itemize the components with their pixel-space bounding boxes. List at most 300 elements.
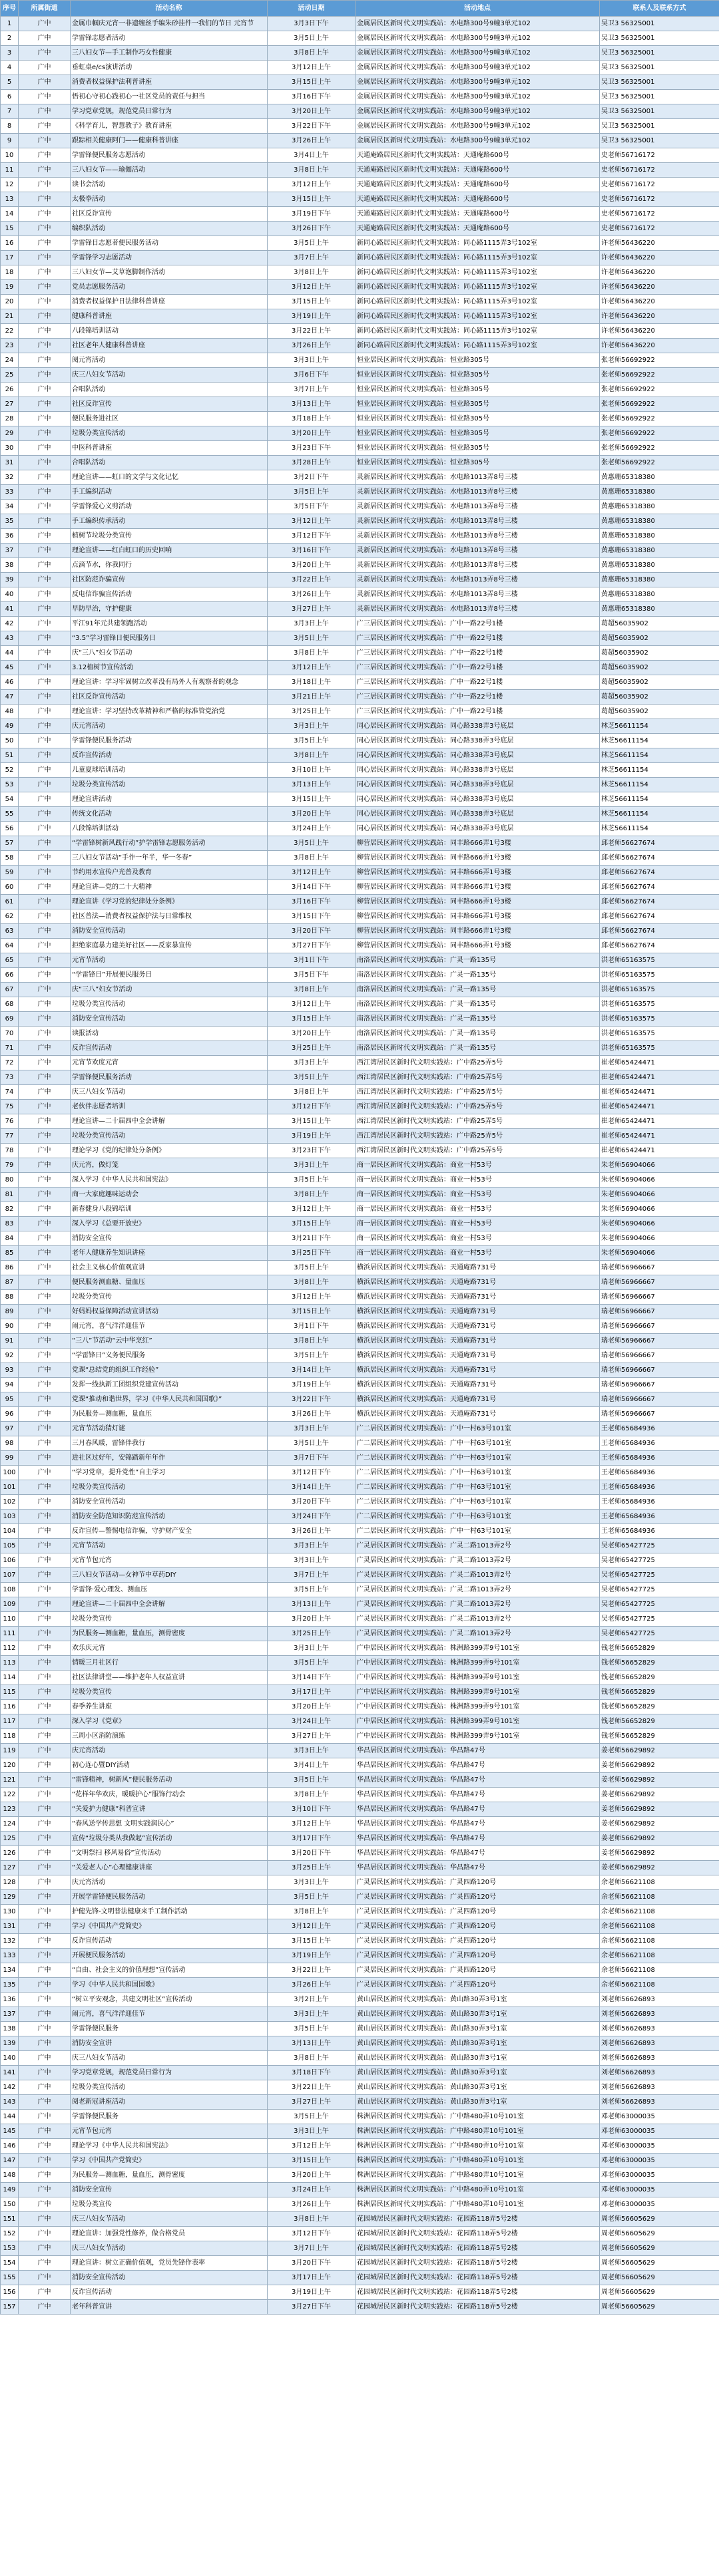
cell-contact: 林芝56611154 [600,778,719,792]
cell-street: 广中 [19,1144,71,1158]
cell-activity-location: 天通庵路居民区新时代文明实践站：天通庵路600号 [356,207,600,222]
table-row [1,1671,719,1685]
cell-index: 93 [1,1363,19,1378]
cell-index: 25 [1,368,19,383]
cell-street: 广中 [19,514,71,529]
cell-index: 7 [1,104,19,119]
cell-activity-name: 传统文化活动 [71,807,268,822]
table-row [1,1597,719,1612]
cell-index: 96 [1,1407,19,1422]
cell-index: 40 [1,587,19,602]
cell-index: 141 [1,2066,19,2080]
cell-street: 广中 [19,1583,71,1597]
cell-activity-name: 编织队活动 [71,222,268,236]
table-row [1,924,719,939]
cell-contact: 洪老师65163575 [600,968,719,983]
cell-contact: 余老师56621108 [600,1949,719,1963]
cell-activity-name: “雷锋精神，树新风”便民服务活动 [71,1773,268,1788]
cell-activity-location: 金属居民区新时代文明实践站：水电路300号9幢3单元102 [356,46,600,61]
table-row [1,2154,719,2168]
cell-activity-date: 3月15日上午 [268,1217,356,1231]
cell-street: 广中 [19,485,71,500]
cell-activity-name: 春季养生讲座 [71,1700,268,1714]
cell-activity-name: 三八妇女节——瑜伽活动 [71,163,268,178]
table-row [1,90,719,104]
cell-index: 137 [1,2007,19,2022]
cell-activity-date: 3月5日上午 [268,734,356,748]
table-row [1,983,719,997]
cell-activity-location: 恒业居民区新时代文明实践站：恒业路305号 [356,383,600,397]
cell-activity-date: 3月26日上午 [268,587,356,602]
cell-contact: 吴老师65427725 [600,1597,719,1612]
table-row [1,192,719,207]
cell-activity-name: 健康科普讲座 [71,309,268,324]
cell-index: 77 [1,1129,19,1144]
cell-activity-date: 3月28日上午 [268,456,356,470]
cell-activity-date: 3月8日上午 [268,1085,356,1100]
cell-activity-location: 广中居民区新时代文明实践站：株洲路399弄9号101室 [356,1641,600,1656]
table-row [1,397,719,412]
cell-activity-name: “树立平安观念，共建文明社区”宣传活动 [71,1993,268,2007]
cell-activity-date: 3月27日下午 [268,939,356,953]
cell-activity-date: 3月12日下午 [268,1466,356,1480]
cell-activity-date: 3月20日上午 [268,426,356,441]
cell-activity-name: 老年科普宣讲 [71,2300,268,2315]
cell-contact: 吴老师65427725 [600,1583,719,1597]
cell-activity-name: 垃圾分类宣传 [71,1612,268,1627]
cell-activity-date: 3月3日上午 [268,1056,356,1070]
cell-contact: 周老师56605629 [600,2241,719,2256]
cell-index: 16 [1,236,19,251]
cell-contact: 钱老师56652829 [600,1685,719,1700]
cell-index: 98 [1,1436,19,1451]
cell-contact: 吴老师65427725 [600,1553,719,1568]
cell-street: 广中 [19,1451,71,1466]
cell-activity-location: 花园城居民区新时代文明实践站：花园路118弄5号2楼 [356,2271,600,2285]
cell-contact: 许老师56436220 [600,236,719,251]
cell-activity-date: 3月5日下午 [268,500,356,514]
cell-activity-date: 3月3日上午 [268,1641,356,1656]
cell-activity-date: 3月8日上午 [268,748,356,763]
cell-activity-date: 3月26日下午 [268,222,356,236]
table-row [1,851,719,866]
cell-activity-location: 天通庵路居民区新时代文明实践站：天通庵路600号 [356,148,600,163]
cell-activity-name: 合唱队活动 [71,456,268,470]
cell-activity-name: 庆元宵活动 [71,719,268,734]
cell-contact: 邱老师56627674 [600,866,719,880]
cell-activity-name: 深入学习《中华人民共和国宪法》 [71,1173,268,1188]
cell-activity-location: 恒业居民区新时代文明实践站：恒业路305号 [356,456,600,470]
table-row [1,1144,719,1158]
cell-activity-name: 三月春风暖，雷锋伴我行 [71,1436,268,1451]
cell-street: 广中 [19,163,71,178]
cell-activity-location: 灵新居民区新时代文明实践站：水电路1013弄8号三楼 [356,602,600,617]
cell-activity-location: 广灵居民区新时代文明实践站：广灵二路1013弄2号 [356,1583,600,1597]
cell-index: 63 [1,924,19,939]
cell-street: 广中 [19,1495,71,1510]
cell-activity-date: 3月25日上午 [268,1041,356,1056]
cell-activity-location: 灵新居民区新时代文明实践站：水电路1013弄8号三楼 [356,485,600,500]
cell-index: 55 [1,807,19,822]
cell-activity-name: 垃圾分类宣传 [71,1290,268,1305]
cell-street: 广中 [19,1114,71,1129]
cell-index: 49 [1,719,19,734]
cell-activity-date: 3月5日上午 [268,31,356,46]
table-row [1,1363,719,1378]
cell-activity-date: 3月12日上午 [268,514,356,529]
cell-activity-location: 南洛居民区新时代文明实践站：广灵一路135号 [356,953,600,968]
cell-activity-location: 天通庵路居民区新时代文明实践站：天通庵路600号 [356,192,600,207]
cell-contact: 钱老师56652829 [600,1656,719,1671]
cell-street: 广中 [19,2256,71,2271]
cell-activity-name: 3.12植树节宣传活动 [71,661,268,675]
cell-street: 广中 [19,2197,71,2212]
cell-activity-location: 西江湾居民区新时代文明实践站：广中路25弄5号 [356,1056,600,1070]
cell-index: 132 [1,1934,19,1949]
cell-street: 广中 [19,1890,71,1905]
cell-activity-date: 3月13日上午 [268,778,356,792]
cell-activity-location: 南洛居民区新时代文明实践站：广灵一路135号 [356,1027,600,1041]
cell-activity-name: 读报活动 [71,1027,268,1041]
table-row [1,222,719,236]
cell-activity-date: 3月18日下午 [268,2066,356,2080]
cell-activity-date: 3月5日上午 [268,1583,356,1597]
cell-activity-date: 3月3日上午 [268,1539,356,1553]
cell-activity-name: 理论宣讲—党的二十大精神 [71,880,268,895]
cell-index: 101 [1,1480,19,1495]
cell-activity-name: 深入学习《总要开放史》 [71,1217,268,1231]
cell-activity-name: 老年人健康养生知识讲座 [71,1246,268,1261]
cell-contact: 邱老师56627674 [600,895,719,909]
cell-index: 60 [1,880,19,895]
cell-index: 36 [1,529,19,544]
cell-activity-date: 3月5日上午 [268,1261,356,1275]
cell-contact: 林芝56611154 [600,807,719,822]
cell-index: 123 [1,1802,19,1817]
cell-index: 5 [1,75,19,90]
cell-contact: 瑞老师56966667 [600,1319,719,1334]
cell-contact: 林芝56611154 [600,734,719,748]
table-row [1,2227,719,2241]
cell-index: 87 [1,1275,19,1290]
cell-activity-name: 社区反诈宣传活动 [71,690,268,705]
cell-index: 80 [1,1173,19,1188]
cell-activity-name: 合唱队活动 [71,383,268,397]
cell-street: 广中 [19,2183,71,2197]
cell-index: 29 [1,426,19,441]
cell-contact: 史老师56716172 [600,222,719,236]
cell-index: 153 [1,2241,19,2256]
cell-contact: 刘老师56626893 [600,2095,719,2110]
cell-activity-location: 柳营居民区新时代文明实践站：同丰路666弄1号3楼 [356,880,600,895]
cell-street: 广中 [19,953,71,968]
cell-activity-date: 3月8日上午 [268,1905,356,1919]
cell-activity-name: 金属巾帼庆元宵一非遗缠丝手编朱砂挂件一我们的节日 元宵节 [71,17,268,31]
cell-activity-name: 理论宣讲——虹口的文学与文化记忆 [71,470,268,485]
cell-activity-location: 灵新居民区新时代文明实践站：水电路1013弄8号三楼 [356,529,600,544]
cell-activity-name: 消防安全宣传活动 [71,1495,268,1510]
cell-activity-date: 3月22日下午 [268,1392,356,1407]
cell-contact: 余老师56621108 [600,1919,719,1934]
cell-activity-name: 护健先锋-文明普法健康来手工制作活动 [71,1905,268,1919]
table-row [1,602,719,617]
cell-activity-date: 3月26日上午 [268,134,356,148]
cell-activity-name: “文明祭扫 移风易俗”宣传活动 [71,1846,268,1861]
cell-activity-location: 广三居民区新时代文明实践站：广中一路22号1楼 [356,705,600,719]
cell-activity-date: 3月7日上午 [268,2241,356,2256]
cell-activity-date: 3月12日上午 [268,280,356,295]
table-row [1,1524,719,1539]
cell-activity-location: 广灵居民区新时代文明实践站：广灵二路1013弄2号 [356,1568,600,1583]
cell-activity-name: 庆三八妇女节活动 [71,1085,268,1100]
cell-contact: 王老师65684936 [600,1480,719,1495]
cell-street: 广中 [19,1875,71,1890]
table-row [1,383,719,397]
cell-activity-date: 3月3日上午 [268,1422,356,1436]
cell-street: 广中 [19,426,71,441]
cell-index: 39 [1,573,19,587]
cell-street: 广中 [19,1085,71,1100]
cell-activity-date: 3月20日上午 [268,104,356,119]
cell-index: 154 [1,2256,19,2271]
cell-street: 广中 [19,46,71,61]
table-row [1,412,719,426]
cell-activity-name: 学习《中国共产党简史》 [71,2154,268,2168]
table-row [1,1832,719,1846]
cell-contact: 崔老师65424471 [600,1100,719,1114]
table-row [1,119,719,134]
cell-activity-location: 同心居民区新时代文明实践站：同心路338弄3号底层 [356,792,600,807]
cell-street: 广中 [19,1056,71,1070]
cell-contact: 邓老师63000035 [600,2139,719,2154]
cell-activity-location: 横浜居民区新时代文明实践站：天通庵路731号 [356,1319,600,1334]
cell-activity-name: 理论宣讲《学习党的纪律处分条例》 [71,895,268,909]
table-row [1,1963,719,1978]
cell-activity-location: 西江湾居民区新时代文明实践站：广中路25弄5号 [356,1129,600,1144]
cell-activity-name: 老伙伴志愿者培训 [71,1100,268,1114]
cell-index: 72 [1,1056,19,1070]
cell-index: 155 [1,2271,19,2285]
table-row [1,1407,719,1422]
cell-activity-location: 广灵居民区新时代文明实践站：广灵四路120号 [356,1919,600,1934]
cell-activity-name: 学习《中国共产党简史》 [71,1919,268,1934]
cell-street: 广中 [19,1202,71,1217]
cell-street: 广中 [19,2271,71,2285]
cell-activity-location: 株洲居民区新时代文明实践站：广中路480弄10号101室 [356,2124,600,2139]
table-row [1,1802,719,1817]
table-row [1,1480,719,1495]
cell-activity-name: 社区法律讲堂——维护老年人权益宣讲 [71,1671,268,1685]
cell-activity-location: 广中居民区新时代文明实践站：株洲路399弄9号101室 [356,1729,600,1744]
cell-contact: 邓老师63000035 [600,2183,719,2197]
cell-contact: 钱老师56652829 [600,1729,719,1744]
cell-street: 广中 [19,1671,71,1685]
cell-activity-name: 反诈宣传活动 [71,2285,268,2300]
cell-activity-name: 学雷锋便民服务活动 [71,1070,268,1085]
cell-street: 广中 [19,1231,71,1246]
cell-street: 广中 [19,2154,71,2168]
cell-index: 106 [1,1553,19,1568]
cell-activity-location: 灵新居民区新时代文明实践站：水电路1013弄8号三楼 [356,573,600,587]
table-row [1,646,719,661]
cell-activity-location: 广二居民区新时代文明实践站：广中一村63号101室 [356,1451,600,1466]
cell-index: 100 [1,1466,19,1480]
cell-index: 23 [1,339,19,353]
cell-activity-location: 横浜居民区新时代文明实践站：天通庵路731号 [356,1305,600,1319]
cell-contact: 邓老师63000035 [600,2124,719,2139]
cell-contact: 邱老师56627674 [600,836,719,851]
cell-activity-name: 阅元宵活动 [71,353,268,368]
cell-activity-date: 3月12日上午 [268,1817,356,1832]
cell-activity-name: 学雷锋便民服务志愿活动 [71,148,268,163]
cell-contact: 崔老师65424471 [600,1129,719,1144]
cell-activity-name: 消费者权益保护法利普讲座 [71,75,268,90]
cell-activity-date: 3月15日上午 [268,1934,356,1949]
cell-contact: 朱老师56904066 [600,1246,719,1261]
cell-street: 广中 [19,309,71,324]
cell-activity-date: 3月20日下午 [268,2256,356,2271]
cell-activity-location: 广二居民区新时代文明实践站：广中一村63号101室 [356,1495,600,1510]
cell-street: 广中 [19,265,71,280]
cell-activity-date: 3月25日上午 [268,705,356,719]
table-row [1,2110,719,2124]
table-row [1,763,719,778]
cell-street: 广中 [19,2051,71,2066]
cell-street: 广中 [19,1905,71,1919]
cell-index: 157 [1,2300,19,2315]
cell-activity-location: 广灵居民区新时代文明实践站：广灵四路120号 [356,1978,600,1993]
cell-contact: 许老师56436220 [600,339,719,353]
cell-contact: 瑞老师56966667 [600,1275,719,1290]
cell-contact: 葛超56035902 [600,705,719,719]
cell-activity-location: 华昌居民区新时代文明实践站：华昌路47号 [356,1861,600,1875]
table-row [1,134,719,148]
cell-street: 广中 [19,2110,71,2124]
cell-activity-location: 黄山居民区新时代文明实践站：黄山路30弄3号1室 [356,2036,600,2051]
cell-contact: 吴卫3 56325001 [600,17,719,31]
cell-activity-location: 商一居民区新时代文明实践站：商业一村53号 [356,1217,600,1231]
table-row [1,1905,719,1919]
cell-activity-date: 3月12日下午 [268,529,356,544]
cell-contact: 林芝56611154 [600,822,719,836]
cell-activity-name: 垃圾分类宣传活动 [71,2080,268,2095]
cell-street: 广中 [19,207,71,222]
table-row [1,251,719,265]
cell-activity-date: 3月24日上午 [268,1714,356,1729]
cell-activity-name: 闹元宵，喜气洋洋迎佳节 [71,2007,268,2022]
cell-activity-date: 3月20日上午 [268,1027,356,1041]
cell-activity-name: 宣传“垃圾分类从我做起”宣传活动 [71,1832,268,1846]
cell-activity-name: 便民服务测血糖、量血压 [71,1275,268,1290]
cell-activity-location: 华昌居民区新时代文明实践站：华昌路47号 [356,1744,600,1758]
cell-activity-name: 中医科普讲座 [71,441,268,456]
cell-activity-name: 学习党章党规，规范党员日常行为 [71,2066,268,2080]
cell-contact: 余老师56621108 [600,1978,719,1993]
cell-activity-name: 学雷锋日志愿者便民服务活动 [71,236,268,251]
table-row [1,631,719,646]
cell-contact: 张老师56692922 [600,368,719,383]
cell-street: 广中 [19,1714,71,1729]
cell-street: 广中 [19,31,71,46]
cell-contact: 葛超56035902 [600,675,719,690]
cell-activity-date: 3月5日上午 [268,1773,356,1788]
table-row [1,1231,719,1246]
cell-activity-name: 太极拳活动 [71,192,268,207]
cell-activity-name: 党员志愿服务活动 [71,280,268,295]
cell-street: 广中 [19,1012,71,1027]
cell-index: 19 [1,280,19,295]
cell-street: 广中 [19,631,71,646]
cell-street: 广中 [19,778,71,792]
cell-contact: 朱老师56904066 [600,1173,719,1188]
cell-street: 广中 [19,1217,71,1231]
cell-activity-date: 3月10日下午 [268,1802,356,1817]
cell-index: 121 [1,1773,19,1788]
cell-contact: 张老师56692922 [600,353,719,368]
cell-street: 广中 [19,1934,71,1949]
cell-activity-location: 株洲居民区新时代文明实践站：广中路480弄10号101室 [356,2183,600,2197]
cell-contact: 朱老师56904066 [600,1217,719,1231]
cell-activity-location: 横浜居民区新时代文明实践站：天通庵路731号 [356,1261,600,1275]
table-row [1,895,719,909]
cell-contact: 姜老师56629892 [600,1788,719,1802]
table-row [1,1217,719,1231]
header-activity-location: 活动地点 [356,1,600,17]
cell-contact: 邓老师63000035 [600,2110,719,2124]
cell-contact: 黄惠珊65318380 [600,485,719,500]
cell-activity-location: 广灵居民区新时代文明实践站：广灵二路1013弄2号 [356,1553,600,1568]
table-row [1,1012,719,1027]
cell-activity-date: 3月15日上午 [268,1114,356,1129]
cell-street: 广中 [19,295,71,309]
cell-activity-location: 柳营居民区新时代文明实践站：同丰路666弄1号3楼 [356,939,600,953]
table-row [1,46,719,61]
cell-activity-date: 3月4日上午 [268,148,356,163]
cell-index: 146 [1,2139,19,2154]
cell-street: 广中 [19,1334,71,1349]
cell-index: 126 [1,1846,19,1861]
cell-activity-date: 3月19日上午 [268,309,356,324]
cell-activity-date: 3月19日上午 [268,2285,356,2300]
cell-activity-location: 同心居民区新时代文明实践站：同心路338弄3号底层 [356,763,600,778]
cell-activity-location: 天通庵路居民区新时代文明实践站：天通庵路600号 [356,222,600,236]
cell-street: 广中 [19,1627,71,1641]
cell-activity-name: 《科学育儿，智慧教子》教育讲座 [71,119,268,134]
table-row [1,2256,719,2271]
cell-activity-date: 3月10日上午 [268,763,356,778]
cell-street: 广中 [19,866,71,880]
cell-index: 78 [1,1144,19,1158]
cell-contact: 洪老师65163575 [600,1027,719,1041]
table-row [1,1539,719,1553]
cell-index: 150 [1,2197,19,2212]
cell-contact: 崔老师65424471 [600,1144,719,1158]
cell-activity-location: 横浜居民区新时代文明实践站：天通庵路731号 [356,1349,600,1363]
cell-street: 广中 [19,2095,71,2110]
cell-contact: 姜老师56629892 [600,1817,719,1832]
cell-contact: 吴卫3 56325001 [600,46,719,61]
table-row [1,2051,719,2066]
cell-activity-name: 进社区过好年，安锦踏新年年作 [71,1451,268,1466]
cell-street: 广中 [19,763,71,778]
cell-contact: 崔老师65424471 [600,1114,719,1129]
cell-activity-name: 悟初心守初心践初心一社区党员的责任与担当 [71,90,268,104]
cell-activity-location: 广灵居民区新时代文明实践站：广灵四路120号 [356,1890,600,1905]
cell-contact: 林芝56611154 [600,763,719,778]
cell-index: 149 [1,2183,19,2197]
header-activity-name: 活动名称 [71,1,268,17]
cell-activity-location: 同心居民区新时代文明实践站：同心路338弄3号底层 [356,734,600,748]
